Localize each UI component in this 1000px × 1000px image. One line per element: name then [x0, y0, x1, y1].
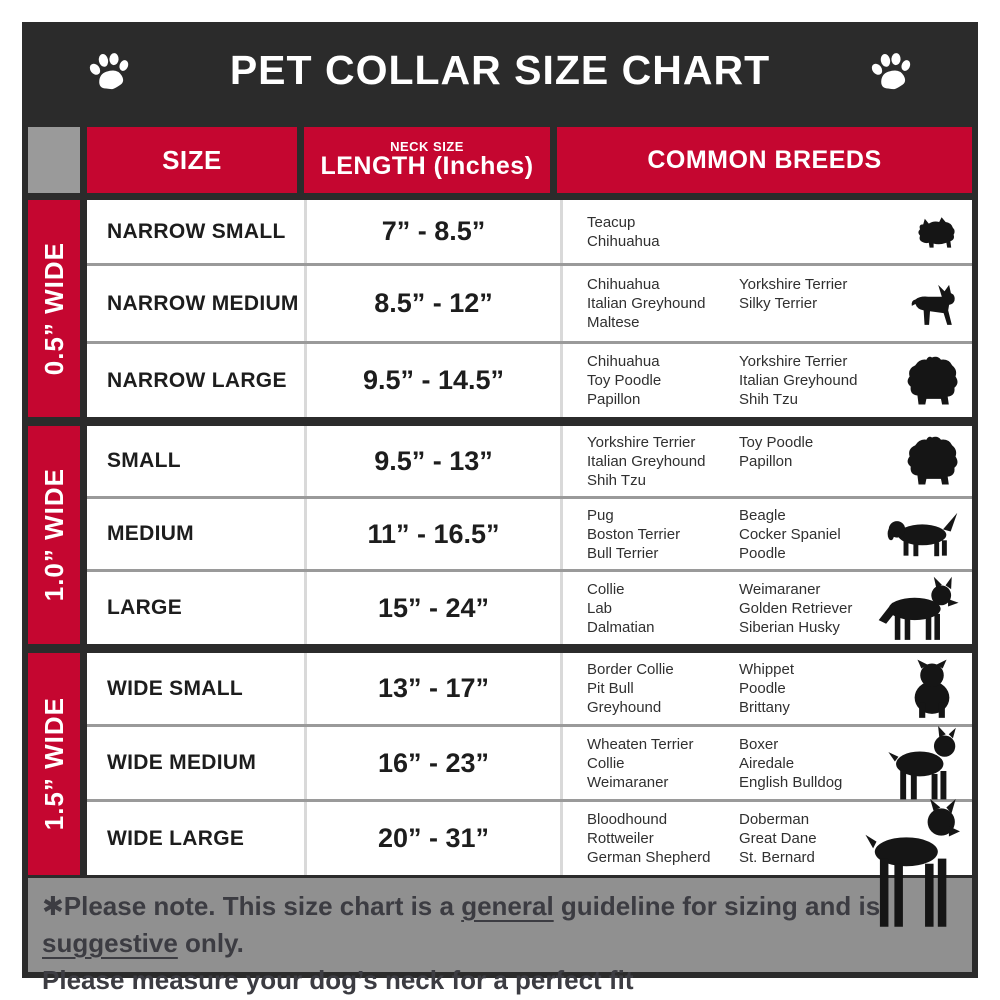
footer-note [28, 878, 972, 995]
paw-print-icon [864, 44, 919, 99]
neck-length-cell: 8.5” - 12” [304, 266, 560, 341]
breeds-cell [560, 266, 972, 341]
header-common-breeds: COMMON BREEDS [557, 127, 972, 193]
table-row [87, 799, 972, 875]
size-cell: MEDIUM [107, 522, 194, 545]
breeds-cell [560, 499, 972, 569]
width-group-3 [28, 653, 972, 875]
breed-list: Wheaten Terrier Collie Weimaraner [587, 735, 694, 791]
pomeranian-icon [904, 355, 960, 407]
width-label: 0.5” WIDE [28, 200, 80, 417]
width-label: 1.5” WIDE [28, 653, 80, 875]
breed-list: Pug Boston Terrier Bull Terrier [587, 506, 681, 562]
breeds-cell [560, 344, 972, 417]
breeds-cell [560, 572, 972, 644]
size-chart-frame [22, 22, 978, 995]
breeds-cell [560, 426, 972, 496]
breed-list: Yorkshire Terrier Silky Terrier [739, 276, 848, 312]
size-cell: WIDE SMALL [107, 676, 243, 700]
doberman-icon [862, 799, 960, 931]
title-bar [28, 22, 972, 118]
breed-list: Yorkshire Terrier Italian Greyhound Shih Tzu [587, 433, 706, 489]
yorkshire-terrier-icon [916, 214, 960, 250]
breed-list: Yorkshire Terrier Italian Greyhound Shih Tzu [739, 353, 858, 408]
neck-length-cell: 7” - 8.5” [304, 200, 560, 263]
breed-list: Boxer Airedale English Bulldog [739, 735, 843, 791]
neck-length-cell: 13” - 17” [304, 653, 560, 724]
header-size: SIZE [87, 127, 297, 193]
size-cell: NARROW SMALL [107, 219, 286, 243]
breed-list: Doberman Great Dane St. Bernard [739, 811, 817, 866]
width-label: 1.0” WIDE [28, 426, 80, 644]
breeds-cell [560, 200, 972, 263]
breed-list: Bloodhound Rottweiler German Shepherd [587, 811, 711, 866]
table-row [87, 200, 972, 263]
neck-length-cell: 11” - 16.5” [304, 499, 560, 569]
breeds-cell [560, 653, 972, 724]
breed-list: Border Collie Pit Bull Greyhound [587, 661, 674, 716]
table-row [87, 569, 972, 644]
table-row [87, 496, 972, 569]
breed-list: Weimaraner Golden Retriever Siberian Husky [739, 580, 853, 636]
table-header-row [28, 127, 972, 193]
breed-list: Collie Lab Dalmatian [587, 580, 655, 636]
width-group-2 [28, 426, 972, 644]
neck-length-cell: 9.5” - 13” [304, 426, 560, 496]
pekingese-icon [904, 435, 960, 487]
footer-line-1: ✱Please note. This size chart is a general guideline for sizing and is suggestive only. [42, 891, 881, 958]
breed-list: Teacup Chihuahua [587, 213, 660, 250]
breed-list: Chihuahua Italian Greyhound Maltese [587, 276, 706, 331]
page-title: PET COLLAR SIZE CHART [229, 46, 771, 93]
neck-length-cell: 16” - 23” [304, 727, 560, 799]
table-row [87, 263, 972, 341]
pitbull-icon [886, 726, 960, 800]
table-row [87, 341, 972, 417]
german-shepherd-icon [876, 576, 960, 641]
breed-list: Chihuahua Toy Poodle Papillon [587, 353, 662, 408]
footer-line-2: Please measure your dog’s neck for a perfect fit [42, 965, 634, 995]
table-row [87, 653, 972, 724]
size-cell: LARGE [107, 596, 182, 619]
corner-cell [28, 127, 80, 193]
size-cell: WIDE LARGE [107, 826, 245, 850]
size-cell: NARROW LARGE [107, 368, 287, 392]
paw-print-icon [82, 44, 137, 99]
width-group-1 [28, 200, 972, 417]
size-cell: SMALL [107, 449, 181, 472]
breeds-cell [560, 802, 972, 875]
breed-list: Beagle Cocker Spaniel Poodle [739, 506, 841, 562]
neck-length-cell: 15” - 24” [304, 572, 560, 644]
neck-length-cell: 20” - 31” [304, 802, 560, 875]
size-chart-table [28, 200, 972, 875]
breed-list: Toy Poodle Papillon [739, 433, 814, 470]
header-neck-size-length: NECK SIZE LENGTH (Inches) [304, 127, 550, 193]
bulldog-icon [904, 659, 960, 718]
chihuahua-icon [910, 281, 960, 327]
breed-list: Whippet Poodle Brittany [739, 661, 795, 716]
table-row [87, 426, 972, 496]
breeds-cell [560, 727, 972, 799]
beagle-icon [886, 511, 960, 558]
neck-length-cell: 9.5” - 14.5” [304, 344, 560, 417]
size-cell: NARROW MEDIUM [107, 291, 299, 315]
size-cell: WIDE MEDIUM [107, 751, 257, 774]
table-row [87, 724, 972, 799]
